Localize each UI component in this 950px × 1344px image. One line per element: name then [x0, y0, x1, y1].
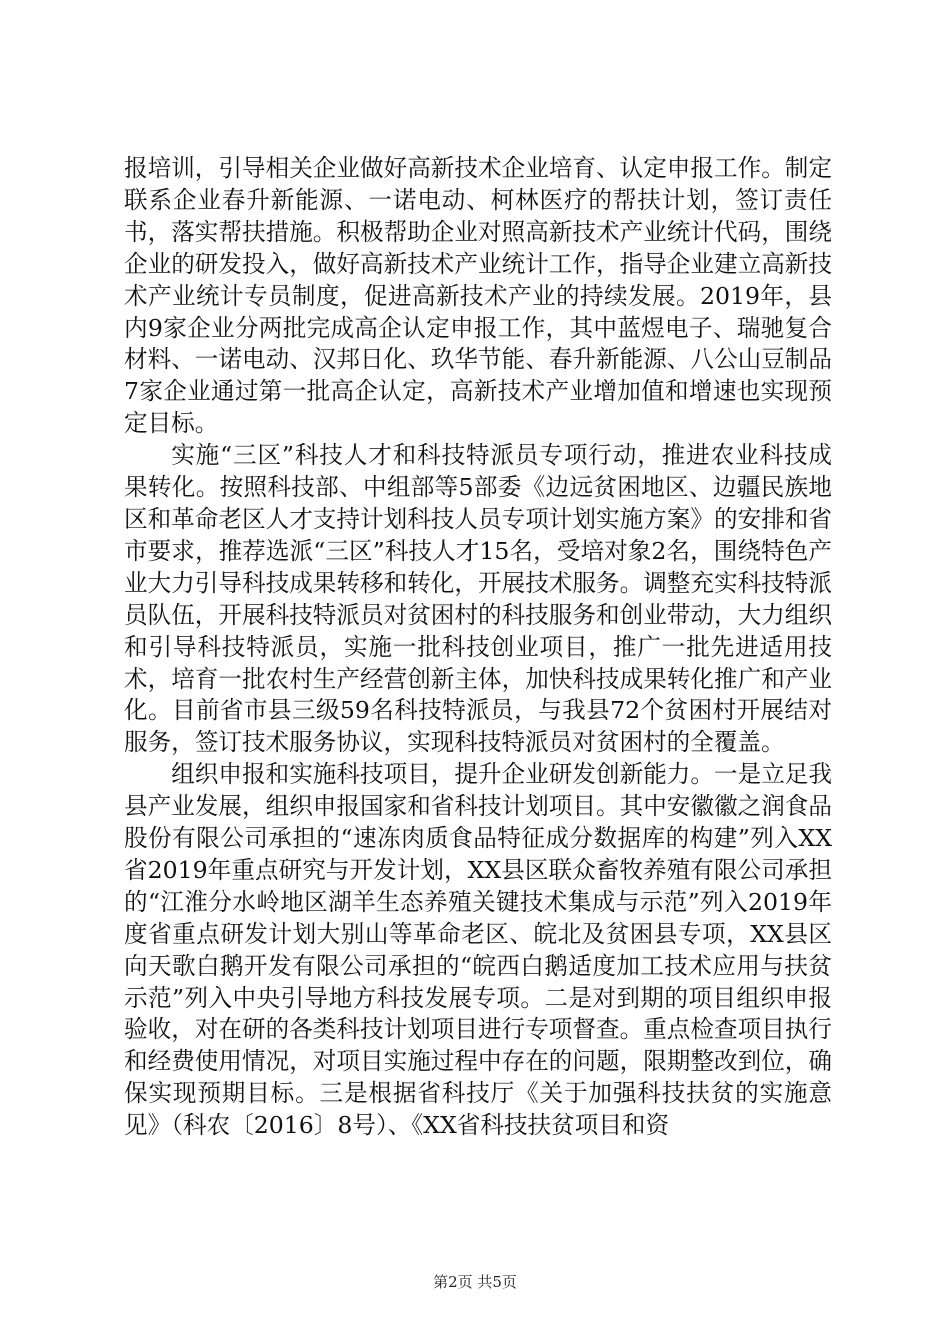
paragraph-tech-projects: 组织申报和实施科技项目，提升企业研发创新能力。一是立足我县产业发展，组织申报国家和省科技计划项目。其中安徽徽之润食品股份有限公司承担的“速冻肉质食品特征成分数据库的构建”列入XX省2019年重点研究与开发计划，XX县区联众畜牧养殖有限公司承担的“江淮分水岭地区湖羊生态养殖关键技术集成与示范”列入2019年度省重点研发计划大别山等革命老区、皖北及贫困县专项，XX县区向天歌白鹅开发有限公司承担的“皖西白鹅适度加工技术应用与扶贫示范”列入中央引导地方科技发展专项。二是对到期的项目组织申报验收，对在研的各类科技计划项目进行专项督查。重点检查项目执行和经费使用情况，对项目实施过程中存在的问题，限期整改到位，确保实现预期目标。三是根据省科技厅《关于加强科技扶贫的实施意见》（科农〔2016〕8号）、《XX省科技扶贫项目和资 [124, 760, 832, 1140]
paragraph-continued: 报培训，引导相关企业做好高新技术企业培育、认定申报工作。制定联系企业春升新能源、一诺电动、柯林医疗的帮扶计划，签订责任书，落实帮扶措施。积极帮助企业对照高新技术产业统计代码，围绕企业的研发投入，做好高新技术产业统计工作，指导企业建立高新技术产业统计专员制度，促进高新技术产业的持续发展。2019年，县内9家企业分两批完成高企认定申报工作，其中蓝煜电子、瑞驰复合材料、一诺电动、汉邦日化、玖华节能、春升新能源、八公山豆制品7家企业通过第一批高企认定，高新技术产业增加值和增速也实现预定目标。 [124, 154, 832, 438]
page-footer: 第2页 共5页 [433, 1273, 517, 1291]
paragraph-sanqu-talent: 实施“三区”科技人才和科技特派员专项行动，推进农业科技成果转化。按照科技部、中组部等5部委《边远贫困地区、边疆民族地区和革命老区人才支持计划科技人员专项计划实施方案》的安排和省市要求，推荐选派“三区”科技人才15名，受培对象2名，围绕特色产业大力引导科技成果转移和转化，开展技术服务。调整充实科技特派员队伍，开展科技特派员对贫困村的科技服务和创业带动，大力组织和引导科技特派员，实施一批科技创业项目，推广一批先进适用技术，培育一批农村生产经营创新主体，加快科技成果转化推广和产业化。目前省市县三级59名科技特派员，与我县72个贫困村开展结对服务，签订技术服务协议，实现科技特派员对贫困村的全覆盖。 [124, 441, 832, 757]
document-body [124, 153, 832, 1142]
